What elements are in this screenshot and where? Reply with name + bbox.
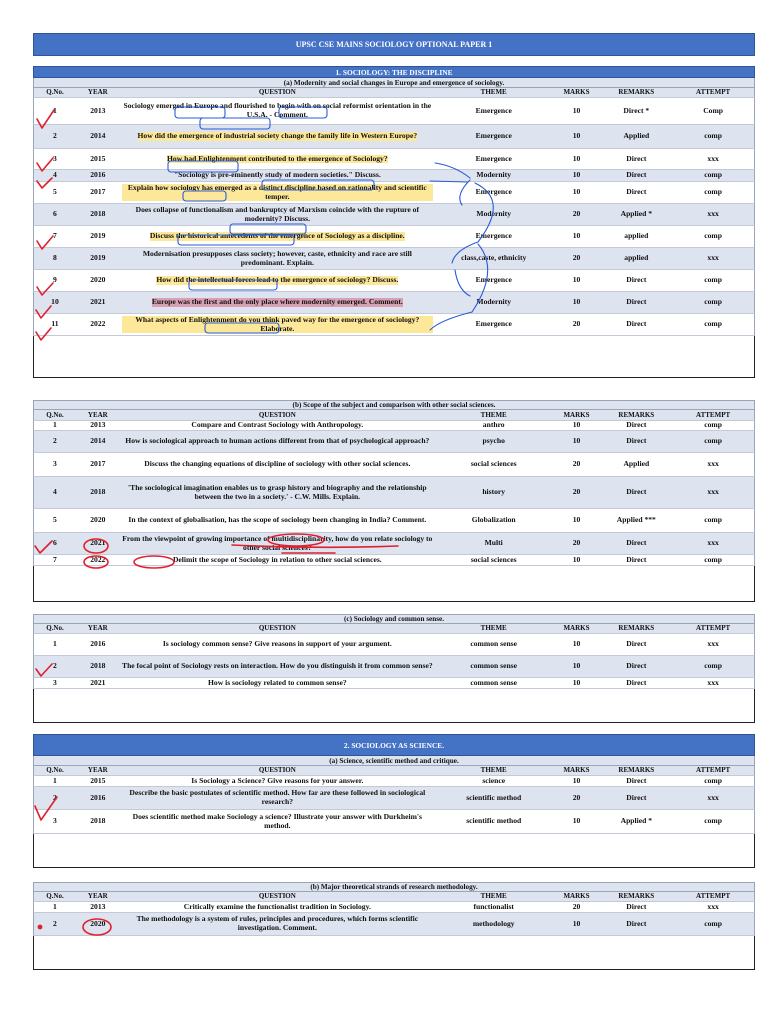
question-cell: In the context of globalisation, has the scope of sociology been changing in India? Comment.	[128, 515, 427, 525]
col-remarks: REMARKS	[618, 410, 655, 419]
marks-cell: 20	[572, 902, 581, 911]
question-cell	[120, 248, 435, 269]
subsection-2a-title: (a) Science, scientific method and critique.	[33, 756, 755, 766]
table-row	[33, 421, 755, 431]
marks-cell: 10	[572, 170, 581, 180]
qno-cell: 6	[53, 538, 57, 548]
marks-cell: 10	[572, 555, 581, 564]
table-row	[33, 204, 755, 226]
marks-cell: 20	[572, 209, 581, 219]
attempt-cell: xxx	[707, 639, 719, 649]
theme-cell: functionalist	[473, 902, 514, 911]
year-cell: 2020	[90, 275, 106, 285]
table-row	[33, 477, 755, 509]
col-marks: MARKS	[563, 766, 590, 775]
attempt-cell: xxx	[707, 487, 719, 497]
question-cell: Is Sociology a Science? Give reasons for your answer.	[191, 776, 364, 785]
year-cell: 2015	[90, 153, 106, 163]
question-cell	[120, 292, 435, 313]
question-text: Discuss the historical antecedents of the emergence of Sociology as a discipline.	[149, 231, 405, 241]
year-cell: 2016	[90, 792, 106, 802]
remarks-cell: Direct	[626, 170, 647, 180]
remarks-cell: Direct	[626, 776, 647, 785]
question-cell: Delimit the scope of Sociology in relation to other social sciences.	[172, 555, 382, 564]
col-year: YEAR	[87, 892, 108, 901]
year-cell: 2022	[90, 555, 106, 564]
attempt-cell: xxx	[707, 209, 719, 219]
column-header-row	[33, 892, 755, 902]
question-text: "Sociology is pre-eminently study of modern societies." Discuss.	[173, 170, 381, 180]
col-marks: MARKS	[563, 892, 590, 901]
section-2a-table	[33, 734, 755, 868]
attempt-cell: comp	[704, 515, 722, 525]
theme-cell: class,caste, ethnicity	[461, 253, 527, 263]
theme-cell: Emergence	[475, 275, 512, 285]
question-cell: Is sociology common sense? Give reasons in support of your argument.	[162, 639, 392, 649]
section-2-title: 2. SOCIOLOGY AS SCIENCE.	[33, 734, 755, 756]
attempt-cell: comp	[704, 187, 722, 197]
question-text: Europe was the first and the only place where modernity emerged. Comment.	[151, 297, 403, 307]
qno-cell: 6	[53, 209, 57, 219]
qno-cell: 2	[53, 661, 57, 671]
year-cell: 2018	[90, 816, 106, 826]
col-qno: Q.No.	[46, 624, 64, 633]
attempt-cell: comp	[704, 776, 722, 785]
table-row	[33, 314, 755, 336]
question-text: Does collapse of functionalism and bankruptcy of Marxism coincide with the rupture of modernity? Discuss.	[135, 204, 420, 223]
attempt-cell: xxx	[707, 792, 719, 802]
question-cell	[120, 226, 435, 247]
col-theme: THEME	[480, 88, 507, 97]
subsection-2b-title: (b) Major theoretical strands of research methodology.	[33, 882, 755, 892]
theme-cell: Modernity	[476, 209, 511, 219]
table-row	[33, 787, 755, 810]
marks-cell: 10	[572, 436, 581, 446]
marks-cell: 10	[572, 153, 581, 163]
year-cell: 2018	[90, 487, 106, 497]
remarks-cell: Direct	[626, 555, 647, 564]
theme-cell: common sense	[470, 661, 518, 671]
qno-cell: 3	[53, 153, 57, 163]
theme-cell: Modernity	[476, 297, 511, 307]
remarks-cell: Applied *	[620, 816, 653, 826]
subsection-1a-title: (a) Modernity and social changes in Europe and emergence of sociology.	[33, 78, 755, 88]
table-row	[33, 678, 755, 689]
question-cell: The methodology is a system of rules, principles and procedures, which forms scientific investigation. Comment.	[136, 914, 419, 932]
marks-cell: 10	[572, 105, 581, 115]
year-cell: 2013	[90, 421, 106, 430]
year-cell: 2016	[90, 170, 106, 180]
column-header-row	[33, 88, 755, 98]
qno-cell: 4	[53, 487, 57, 497]
year-cell: 2019	[90, 231, 106, 241]
col-year: YEAR	[87, 410, 108, 419]
notes-box	[33, 336, 755, 378]
question-text: Sociology emerged in Europe and flourished to begin with on social reformist orientation in the U.S.A. - Comment.	[123, 101, 432, 119]
question-text: What aspects of Enlightenment do you think paved way for the emergence of sociology? Elaborate.	[122, 316, 433, 333]
table-row	[33, 226, 755, 248]
table-row	[33, 555, 755, 566]
question-cell	[120, 182, 435, 203]
question-cell: Does scientific method make Sociology a science? Illustrate your answer with Durkheim's method.	[132, 811, 422, 830]
marks-cell: 10	[572, 187, 581, 197]
section-1-title: 1. SOCIOLOGY: THE DISCIPLINE	[33, 66, 755, 78]
col-theme: THEME	[480, 892, 507, 901]
year-cell: 2021	[90, 678, 106, 687]
question-text: How did the emergence of industrial society change the family life in Western Europe?	[137, 131, 418, 141]
year-cell: 2017	[90, 187, 106, 197]
theme-cell: anthro	[482, 421, 505, 430]
column-header-row	[33, 624, 755, 634]
qno-cell: 3	[53, 459, 57, 469]
col-year: YEAR	[87, 624, 108, 633]
col-theme: THEME	[480, 624, 507, 633]
attempt-cell: comp	[704, 231, 722, 241]
col-qno: Q.No.	[46, 766, 64, 775]
theme-cell: scientific method	[466, 792, 522, 802]
notes-box	[33, 689, 755, 723]
question-cell: How is sociology related to common sense?	[208, 678, 347, 687]
marks-cell: 20	[572, 487, 581, 497]
marks-cell: 20	[572, 253, 581, 263]
remarks-cell: applied	[624, 253, 649, 263]
qno-cell: 4	[53, 170, 57, 180]
col-attempt: ATTEMPT	[696, 766, 731, 775]
qno-cell: 9	[53, 275, 57, 285]
theme-cell: Emergence	[475, 105, 512, 115]
theme-cell: Emergence	[475, 187, 512, 197]
year-cell: 2021	[90, 297, 106, 307]
col-attempt: ATTEMPT	[696, 624, 731, 633]
remarks-cell: Applied *	[620, 209, 653, 219]
question-cell	[120, 314, 435, 335]
attempt-cell: comp	[704, 918, 722, 928]
marks-cell: 10	[572, 918, 581, 928]
remarks-cell: Direct	[626, 538, 647, 548]
col-question: QUESTION	[258, 766, 296, 775]
document-title-text: UPSC CSE MAINS SOCIOLOGY OPTIONAL PAPER 1	[295, 40, 493, 49]
year-cell: 2018	[90, 209, 106, 219]
marks-cell: 10	[572, 297, 581, 307]
remarks-cell: Direct *	[623, 105, 650, 115]
theme-cell: science	[482, 776, 506, 785]
marks-cell: 10	[572, 776, 581, 785]
theme-cell: common sense	[470, 639, 518, 649]
year-cell: 2017	[90, 459, 106, 469]
col-remarks: REMARKS	[618, 88, 655, 97]
col-attempt: ATTEMPT	[696, 892, 731, 901]
attempt-cell: comp	[704, 131, 722, 141]
notes-box	[33, 566, 755, 602]
question-cell: From the viewpoint of growing importance of multidisciplinarity, how do you relate sociology to other social sciences?	[122, 533, 433, 552]
qno-cell: 11	[51, 319, 59, 329]
table-row	[33, 125, 755, 149]
question-text: Modernisation presupposes class society; however, caste, ethnicity and race are still predominant. Explain.	[142, 248, 412, 267]
qno-cell: 3	[53, 816, 57, 826]
section-1a-table	[33, 66, 755, 378]
column-header-row	[33, 410, 755, 421]
question-cell: Describe the basic postulates of scientific method. How far are these followed in sociological research?	[129, 788, 426, 806]
remarks-cell: Direct	[626, 275, 647, 285]
marks-cell: 10	[572, 515, 581, 525]
subsection-1c-title: (c) Sociology and common sense.	[33, 614, 755, 624]
table-row	[33, 656, 755, 678]
qno-cell: 2	[53, 918, 57, 928]
qno-cell: 2	[53, 792, 57, 802]
qno-cell: 5	[53, 187, 57, 197]
theme-cell: scientific method	[466, 816, 522, 826]
remarks-cell: Direct	[626, 639, 647, 649]
marks-cell: 10	[572, 421, 581, 430]
theme-cell: Emergence	[475, 131, 512, 141]
notes-box	[33, 936, 755, 970]
qno-cell: 1	[53, 902, 57, 911]
remarks-cell: Direct	[626, 187, 647, 197]
question-cell: 'The sociological imagination enables us to grasp history and biography and the relationship between the two in a society.' - C.W. Mills. Explain.	[128, 482, 427, 501]
attempt-cell: xxx	[707, 902, 719, 911]
table-row	[33, 270, 755, 292]
year-cell: 2015	[90, 776, 106, 785]
remarks-cell: Direct	[626, 153, 647, 163]
remarks-cell: Direct	[626, 297, 647, 307]
qno-cell: 5	[53, 515, 57, 525]
question-cell	[120, 170, 435, 181]
marks-cell: 20	[572, 319, 581, 329]
document-title	[33, 33, 755, 56]
marks-cell: 20	[572, 538, 581, 548]
theme-cell: Emergence	[475, 153, 512, 163]
remarks-cell: Direct	[626, 487, 647, 497]
remarks-cell: Applied ***	[616, 515, 656, 525]
section-2b-table	[33, 882, 755, 970]
col-year: YEAR	[87, 88, 108, 97]
qno-cell: 7	[53, 231, 57, 241]
qno-cell: 2	[53, 436, 57, 446]
question-cell	[120, 204, 435, 225]
question-cell	[120, 98, 435, 124]
question-cell: The focal point of Sociology rests on interaction. How do you distinguish it from common sense?	[122, 661, 433, 671]
col-question: QUESTION	[258, 892, 296, 901]
section-1c-table	[33, 614, 755, 723]
marks-cell: 10	[572, 661, 581, 671]
col-remarks: REMARKS	[618, 624, 655, 633]
attempt-cell: Comp	[703, 105, 724, 115]
question-text: How did the intellectual forces lead to the emergence of sociology? Discuss.	[156, 275, 399, 285]
attempt-cell: comp	[704, 297, 722, 307]
col-question: QUESTION	[258, 410, 296, 419]
col-qno: Q.No.	[46, 410, 64, 419]
remarks-cell: Direct	[626, 678, 647, 687]
section-1b-table	[33, 400, 755, 602]
theme-cell: Emergence	[475, 319, 512, 329]
attempt-cell: comp	[704, 555, 722, 564]
theme-cell: social sciences	[470, 555, 517, 564]
col-attempt: ATTEMPT	[696, 410, 731, 419]
theme-cell: social sciences	[470, 459, 517, 469]
theme-cell: Globalization	[471, 515, 516, 525]
table-row	[33, 170, 755, 182]
col-remarks: REMARKS	[618, 766, 655, 775]
question-cell: How is sociological approach to human actions different from that of psychological approach?	[125, 436, 430, 446]
qno-cell: 8	[53, 253, 57, 263]
theme-cell: psycho	[482, 436, 505, 446]
year-cell: 2019	[90, 253, 106, 263]
table-row	[33, 453, 755, 477]
marks-cell: 20	[572, 459, 581, 469]
col-qno: Q.No.	[46, 88, 64, 97]
year-cell: 2013	[90, 902, 106, 911]
col-qno: Q.No.	[46, 892, 64, 901]
remarks-cell: Direct	[626, 792, 647, 802]
year-cell: 2014	[90, 131, 106, 141]
remarks-cell: Direct	[626, 421, 647, 430]
question-cell: Compare and Contrast Sociology with Anthropology.	[191, 421, 364, 430]
year-cell: 2021	[90, 538, 106, 548]
question-text: How had Enlightenment contributed to the emergence of Sociology?	[167, 153, 388, 163]
marks-cell: 10	[572, 275, 581, 285]
col-theme: THEME	[480, 410, 507, 419]
col-question: QUESTION	[258, 624, 296, 633]
table-row	[33, 533, 755, 555]
table-row	[33, 810, 755, 834]
marks-cell: 10	[572, 816, 581, 826]
remarks-cell: applied	[624, 231, 649, 241]
attempt-cell: xxx	[707, 538, 719, 548]
col-theme: THEME	[480, 766, 507, 775]
remarks-cell: Applied	[623, 459, 650, 469]
remarks-cell: Direct	[626, 436, 647, 446]
table-row	[33, 634, 755, 656]
theme-cell: Emergence	[475, 231, 512, 241]
year-cell: 2016	[90, 639, 106, 649]
attempt-cell: comp	[704, 436, 722, 446]
table-row	[33, 431, 755, 453]
attempt-cell: xxx	[707, 678, 719, 687]
remarks-cell: Applied	[623, 131, 650, 141]
year-cell: 2018	[90, 661, 106, 671]
col-marks: MARKS	[563, 624, 590, 633]
attempt-cell: xxx	[707, 153, 719, 163]
qno-cell: 1	[53, 105, 57, 115]
attempt-cell: comp	[704, 816, 722, 826]
qno-cell: 1	[53, 639, 57, 649]
marks-cell: 20	[572, 792, 581, 802]
attempt-cell: comp	[704, 421, 722, 430]
table-row	[33, 902, 755, 913]
table-row	[33, 509, 755, 533]
question-cell	[120, 149, 435, 169]
attempt-cell: comp	[704, 170, 722, 180]
qno-cell: 2	[53, 131, 57, 141]
question-text: Explain how sociology has emerged as a distinct discipline based on rationality and scientific temper.	[122, 184, 433, 201]
table-row	[33, 776, 755, 787]
year-cell: 2022	[90, 319, 106, 329]
marks-cell: 10	[572, 231, 581, 241]
marks-cell: 10	[572, 131, 581, 141]
attempt-cell: comp	[704, 319, 722, 329]
question-cell: Discuss the changing equations of discipline of sociology with other social sciences.	[144, 459, 411, 469]
question-cell: Critically examine the functionalist tradition in Sociology.	[183, 902, 371, 911]
year-cell: 2014	[90, 436, 106, 446]
table-row	[33, 913, 755, 936]
theme-cell: Modernity	[476, 170, 511, 180]
remarks-cell: Direct	[626, 319, 647, 329]
col-remarks: REMARKS	[618, 892, 655, 901]
qno-cell: 10	[51, 297, 59, 307]
attempt-cell: xxx	[707, 459, 719, 469]
theme-cell: Multi	[484, 538, 503, 548]
remarks-cell: Direct	[626, 902, 647, 911]
remarks-cell: Direct	[626, 661, 647, 671]
remarks-cell: Direct	[626, 918, 647, 928]
theme-cell: history	[482, 487, 506, 497]
qno-cell: 1	[53, 776, 57, 785]
theme-cell: common sense	[470, 678, 518, 687]
qno-cell: 3	[53, 678, 57, 687]
qno-cell: 1	[53, 421, 57, 430]
qno-cell: 7	[53, 555, 57, 564]
table-row	[33, 248, 755, 270]
attempt-cell: comp	[704, 661, 722, 671]
attempt-cell: comp	[704, 275, 722, 285]
table-row	[33, 292, 755, 314]
question-cell	[120, 125, 435, 148]
col-question: QUESTION	[258, 88, 296, 97]
year-cell: 2020	[90, 515, 106, 525]
column-header-row	[33, 766, 755, 776]
subsection-1b-title: (b) Scope of the subject and comparison with other social sciences.	[33, 400, 755, 410]
table-row	[33, 182, 755, 204]
col-year: YEAR	[87, 766, 108, 775]
attempt-cell: xxx	[707, 253, 719, 263]
year-cell: 2020	[90, 918, 106, 928]
col-marks: MARKS	[563, 410, 590, 419]
year-cell: 2013	[90, 105, 106, 115]
notes-box	[33, 834, 755, 868]
theme-cell: methodology	[472, 918, 515, 928]
marks-cell: 10	[572, 639, 581, 649]
marks-cell: 10	[572, 678, 581, 687]
col-attempt: ATTEMPT	[696, 88, 731, 97]
table-row	[33, 98, 755, 125]
col-marks: MARKS	[563, 88, 590, 97]
table-row	[33, 149, 755, 170]
question-cell	[120, 270, 435, 291]
